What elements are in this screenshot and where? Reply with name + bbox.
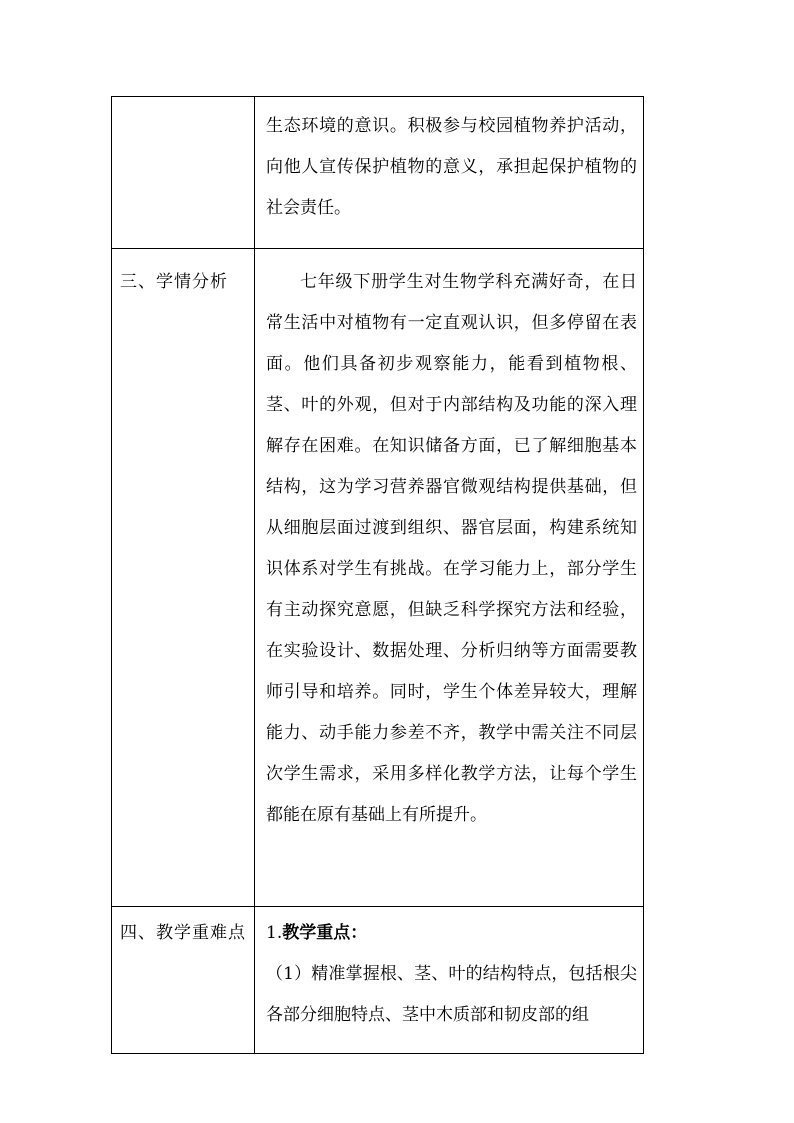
section-heading	[266, 913, 637, 954]
row-label	[112, 97, 255, 249]
content-paragraph: 七年级下册学生对生物学科充满好奇，在日常生活中对植物有一定直观认识，但多停留在表面。他们具备初步观察能力，能看到植物根、茎、叶的外观，但对于内部结构及功能的深入理解存在困难。在知识储备方面，已了解细胞基本结构，这为学习营养器官微观结构提供基础，但从细胞层面过渡到组织、器官层面，构建系统知识体系对学生有挑战。在学习能力上，部分学生有主动探究意愿，但缺乏科学探究方法和经验，在实验设计、数据处理、分析归纳等方面需要教师引导和培养。同时，学生个体差异较大，理解能力、动手能力参差不齐，教学中需关注不同层次学生需求，采用多样化教学方法，让每个学生都能在原有基础上有所提升。	[266, 272, 637, 825]
heading-text: 教学重点：	[282, 923, 368, 943]
lesson-plan-table	[111, 96, 644, 1054]
table-row	[112, 907, 644, 1054]
table-row	[112, 97, 644, 249]
table-row	[112, 249, 644, 907]
row-content	[255, 907, 644, 1054]
content-paragraph: （1）精准掌握根、茎、叶的结构特点，包括根尖各部分细胞特点、茎中木质部和韧皮部的组	[266, 964, 637, 1025]
heading-number: 1.	[266, 923, 283, 943]
row-label: 三、学情分析	[112, 249, 255, 907]
row-content	[255, 97, 644, 249]
content-paragraph: 生态环境的意识。积极参与校园植物养护活动，向他人宣传保护植物的意义，承担起保护植物的社会责任。	[266, 116, 637, 218]
row-label: 四、教学重难点	[112, 907, 255, 1054]
row-content	[255, 249, 644, 907]
